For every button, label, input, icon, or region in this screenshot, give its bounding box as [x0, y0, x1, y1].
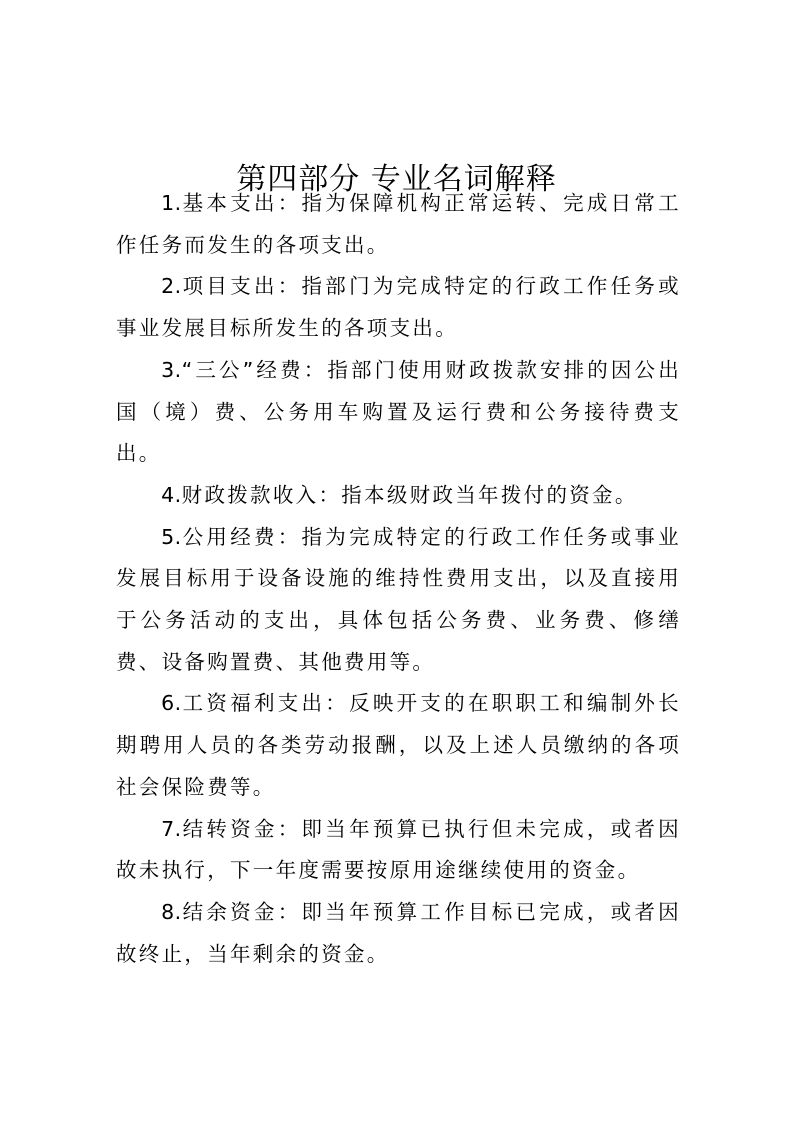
- glossary-item: [116, 266, 681, 349]
- glossary-item: [116, 892, 681, 975]
- item-number: 5.: [161, 524, 182, 549]
- item-number: 3.: [161, 357, 182, 382]
- item-number: 6.: [161, 691, 182, 716]
- item-text: 结转资金：即当年预算已执行但未完成，或者因故未执行，下一年度需要按原用途继续使用的资金。: [116, 816, 681, 883]
- item-text: 基本支出：指为保障机构正常运转、完成日常工作任务而发生的各项支出。: [116, 191, 681, 257]
- item-text: 公用经费：指为完成特定的行政工作任务或事业发展目标用于设备设施的维持性费用支出，以及直接用于公务活动的支出，具体包括公务费、业务费、修缮费、设备购置费、其他费用等。: [116, 524, 681, 674]
- item-number: 8.: [161, 899, 182, 924]
- glossary-item: [116, 350, 681, 475]
- item-number: 1.: [161, 191, 182, 215]
- item-text: “三公”经费：指部门使用财政拨款安排的因公出国（境）费、公务用车购置及运行费和公务接待费支出。: [116, 357, 681, 466]
- item-number: 2.: [161, 274, 182, 299]
- glossary-item: [116, 475, 681, 517]
- item-text: 项目支出：指部门为完成特定的行政工作任务或事业发展目标所发生的各项支出。: [116, 274, 681, 341]
- item-text: 结余资金：即当年预算工作目标已完成，或者因故终止，当年剩余的资金。: [116, 899, 681, 966]
- page-title: 第四部分 专业名词解释: [236, 162, 557, 198]
- item-text: 工资福利支出：反映开支的在职职工和编制外长期聘用人员的各类劳动报酬，以及上述人员缴纳的各项社会保险费等。: [116, 691, 681, 799]
- glossary-body: [116, 183, 681, 975]
- item-number: 4.: [161, 482, 182, 507]
- glossary-item: [116, 517, 681, 684]
- item-number: 7.: [161, 816, 182, 841]
- glossary-item: [116, 183, 681, 266]
- glossary-item: [116, 809, 681, 892]
- item-text: 财政拨款收入：指本级财政当年拨付的资金。: [181, 482, 638, 507]
- glossary-item: [116, 683, 681, 808]
